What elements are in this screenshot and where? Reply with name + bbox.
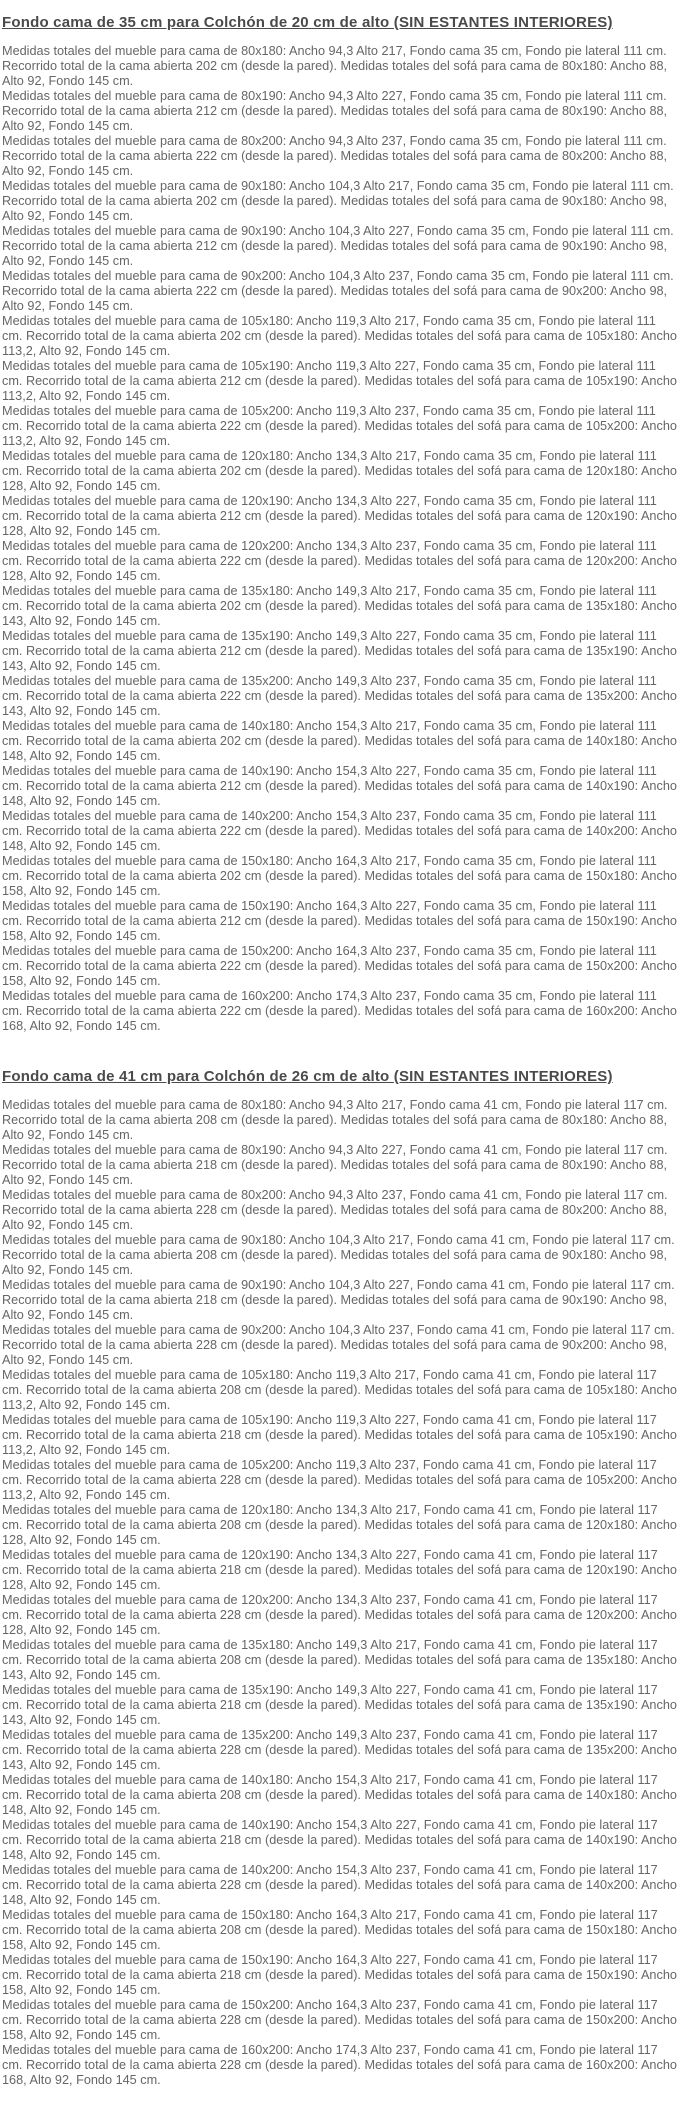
measurement-paragraph: Medidas totales del mueble para cama de 140x200: Ancho 154,3 Alto 237, Fondo cama 41 cm, Fondo pie lateral 117 cm. Recorrido total de la cama abierta 228 cm (desde la pared). Medidas totales del sofá para cama de 140x200: Ancho 148, Alto 92, Fondo 145 cm. — [2, 1863, 677, 1907]
measurement-paragraph: Medidas totales del mueble para cama de 120x190: Ancho 134,3 Alto 227, Fondo cama 35 cm, Fondo pie lateral 111 cm. Recorrido total de la cama abierta 212 cm (desde la pared). Medidas totales del sofá para cama de 120x190: Ancho 128, Alto 92, Fondo 145 cm. — [2, 494, 677, 538]
measurement-paragraph: Medidas totales del mueble para cama de 135x200: Ancho 149,3 Alto 237, Fondo cama 41 cm, Fondo pie lateral 117 cm. Recorrido total de la cama abierta 228 cm (desde la pared). Medidas totales del sofá para cama de 135x200: Ancho 143, Alto 92, Fondo 145 cm. — [2, 1728, 677, 1772]
measurement-paragraph: Medidas totales del mueble para cama de 120x180: Ancho 134,3 Alto 217, Fondo cama 35 cm, Fondo pie lateral 111 cm. Recorrido total de la cama abierta 202 cm (desde la pared). Medidas totales del sofá para cama de 120x180: Ancho 128, Alto 92, Fondo 145 cm. — [2, 449, 677, 493]
measurement-paragraph: Medidas totales del mueble para cama de 120x200: Ancho 134,3 Alto 237, Fondo cama 41 cm, Fondo pie lateral 117 cm. Recorrido total de la cama abierta 228 cm (desde la pared). Medidas totales del sofá para cama de 120x200: Ancho 128, Alto 92, Fondo 145 cm. — [2, 1593, 677, 1637]
measurement-paragraph: Medidas totales del mueble para cama de 135x180: Ancho 149,3 Alto 217, Fondo cama 35 cm, Fondo pie lateral 111 cm. Recorrido total de la cama abierta 202 cm (desde la pared). Medidas totales del sofá para cama de 135x180: Ancho 143, Alto 92, Fondo 145 cm. — [2, 584, 677, 628]
measurement-paragraph: Medidas totales del mueble para cama de 135x200: Ancho 149,3 Alto 237, Fondo cama 35 cm, Fondo pie lateral 111 cm. Recorrido total de la cama abierta 222 cm (desde la pared). Medidas totales del sofá para cama de 135x200: Ancho 143, Alto 92, Fondo 145 cm. — [2, 674, 677, 718]
measurement-paragraph: Medidas totales del mueble para cama de 140x180: Ancho 154,3 Alto 217, Fondo cama 41 cm, Fondo pie lateral 117 cm. Recorrido total de la cama abierta 208 cm (desde la pared). Medidas totales del sofá para cama de 140x180: Ancho 148, Alto 92, Fondo 145 cm. — [2, 1773, 677, 1817]
measurement-paragraph: Medidas totales del mueble para cama de 150x190: Ancho 164,3 Alto 227, Fondo cama 35 cm, Fondo pie lateral 111 cm. Recorrido total de la cama abierta 212 cm (desde la pared). Medidas totales del sofá para cama de 150x190: Ancho 158, Alto 92, Fondo 145 cm. — [2, 899, 677, 943]
measurement-list-fondo-35 — [2, 44, 677, 1034]
section-fondo-41 — [2, 1067, 677, 2088]
measurement-paragraph: Medidas totales del mueble para cama de 140x190: Ancho 154,3 Alto 227, Fondo cama 41 cm, Fondo pie lateral 117 cm. Recorrido total de la cama abierta 218 cm (desde la pared). Medidas totales del sofá para cama de 140x190: Ancho 148, Alto 92, Fondo 145 cm. — [2, 1818, 677, 1862]
measurement-paragraph: Medidas totales del mueble para cama de 150x180: Ancho 164,3 Alto 217, Fondo cama 35 cm, Fondo pie lateral 111 cm. Recorrido total de la cama abierta 202 cm (desde la pared). Medidas totales del sofá para cama de 150x180: Ancho 158, Alto 92, Fondo 145 cm. — [2, 854, 677, 898]
measurement-paragraph: Medidas totales del mueble para cama de 105x190: Ancho 119,3 Alto 227, Fondo cama 35 cm, Fondo pie lateral 111 cm. Recorrido total de la cama abierta 212 cm (desde la pared). Medidas totales del sofá para cama de 105x190: Ancho 113,2, Alto 92, Fondo 145 cm. — [2, 359, 677, 403]
measurement-paragraph: Medidas totales del mueble para cama de 80x200: Ancho 94,3 Alto 237, Fondo cama 41 cm, Fondo pie lateral 117 cm. Recorrido total de la cama abierta 228 cm (desde la pared). Medidas totales del sofá para cama de 80x200: Ancho 88, Alto 92, Fondo 145 cm. — [2, 1188, 668, 1232]
measurement-paragraph: Medidas totales del mueble para cama de 140x190: Ancho 154,3 Alto 227, Fondo cama 35 cm, Fondo pie lateral 111 cm. Recorrido total de la cama abierta 212 cm (desde la pared). Medidas totales del sofá para cama de 140x190: Ancho 148, Alto 92, Fondo 145 cm. — [2, 764, 677, 808]
measurement-paragraph: Medidas totales del mueble para cama de 150x200: Ancho 164,3 Alto 237, Fondo cama 35 cm, Fondo pie lateral 111 cm. Recorrido total de la cama abierta 222 cm (desde la pared). Medidas totales del sofá para cama de 150x200: Ancho 158, Alto 92, Fondo 145 cm. — [2, 944, 677, 988]
section-heading-fondo-41: Fondo cama de 41 cm para Colchón de 26 cm de alto (SIN ESTANTES INTERIORES) — [2, 1068, 613, 1085]
measurement-paragraph: Medidas totales del mueble para cama de 160x200: Ancho 174,3 Alto 237, Fondo cama 35 cm, Fondo pie lateral 111 cm. Recorrido total de la cama abierta 222 cm (desde la pared). Medidas totales del sofá para cama de 160x200: Ancho 168, Alto 92, Fondo 145 cm. — [2, 989, 677, 1033]
measurement-paragraph: Medidas totales del mueble para cama de 120x180: Ancho 134,3 Alto 217, Fondo cama 41 cm, Fondo pie lateral 117 cm. Recorrido total de la cama abierta 208 cm (desde la pared). Medidas totales del sofá para cama de 120x180: Ancho 128, Alto 92, Fondo 145 cm. — [2, 1503, 677, 1547]
measurement-paragraph: Medidas totales del mueble para cama de 160x200: Ancho 174,3 Alto 237, Fondo cama 41 cm, Fondo pie lateral 117 cm. Recorrido total de la cama abierta 228 cm (desde la pared). Medidas totales del sofá para cama de 160x200: Ancho 168, Alto 92, Fondo 145 cm. — [2, 2043, 677, 2087]
measurement-paragraph: Medidas totales del mueble para cama de 80x200: Ancho 94,3 Alto 237, Fondo cama 35 cm, Fondo pie lateral 111 cm. Recorrido total de la cama abierta 222 cm (desde la pared). Medidas totales del sofá para cama de 80x200: Ancho 88, Alto 92, Fondo 145 cm. — [2, 134, 668, 178]
measurement-paragraph: Medidas totales del mueble para cama de 90x200: Ancho 104,3 Alto 237, Fondo cama 35 cm, Fondo pie lateral 111 cm. Recorrido total de la cama abierta 222 cm (desde la pared). Medidas totales del sofá para cama de 90x200: Ancho 98, Alto 92, Fondo 145 cm. — [2, 269, 674, 313]
measurement-paragraph: Medidas totales del mueble para cama de 90x180: Ancho 104,3 Alto 217, Fondo cama 41 cm, Fondo pie lateral 117 cm. Recorrido total de la cama abierta 208 cm (desde la pared). Medidas totales del sofá para cama de 90x180: Ancho 98, Alto 92, Fondo 145 cm. — [2, 1233, 675, 1277]
section-heading-fondo-35: Fondo cama de 35 cm para Colchón de 20 cm de alto (SIN ESTANTES INTERIORES) — [2, 14, 613, 31]
measurement-paragraph: Medidas totales del mueble para cama de 135x190: Ancho 149,3 Alto 227, Fondo cama 35 cm, Fondo pie lateral 111 cm. Recorrido total de la cama abierta 212 cm (desde la pared). Medidas totales del sofá para cama de 135x190: Ancho 143, Alto 92, Fondo 145 cm. — [2, 629, 677, 673]
measurement-paragraph: Medidas totales del mueble para cama de 135x180: Ancho 149,3 Alto 217, Fondo cama 41 cm, Fondo pie lateral 117 cm. Recorrido total de la cama abierta 208 cm (desde la pared). Medidas totales del sofá para cama de 135x180: Ancho 143, Alto 92, Fondo 145 cm. — [2, 1638, 677, 1682]
measurement-paragraph: Medidas totales del mueble para cama de 150x190: Ancho 164,3 Alto 227, Fondo cama 41 cm, Fondo pie lateral 117 cm. Recorrido total de la cama abierta 218 cm (desde la pared). Medidas totales del sofá para cama de 150x190: Ancho 158, Alto 92, Fondo 145 cm. — [2, 1953, 677, 1997]
measurement-paragraph: Medidas totales del mueble para cama de 90x200: Ancho 104,3 Alto 237, Fondo cama 41 cm, Fondo pie lateral 117 cm. Recorrido total de la cama abierta 228 cm (desde la pared). Medidas totales del sofá para cama de 90x200: Ancho 98, Alto 92, Fondo 145 cm. — [2, 1323, 675, 1367]
measurement-paragraph: Medidas totales del mueble para cama de 105x180: Ancho 119,3 Alto 217, Fondo cama 35 cm, Fondo pie lateral 111 cm. Recorrido total de la cama abierta 202 cm (desde la pared). Medidas totales del sofá para cama de 105x180: Ancho 113,2, Alto 92, Fondo 145 cm. — [2, 314, 677, 358]
measurement-paragraph: Medidas totales del mueble para cama de 150x200: Ancho 164,3 Alto 237, Fondo cama 41 cm, Fondo pie lateral 117 cm. Recorrido total de la cama abierta 228 cm (desde la pared). Medidas totales del sofá para cama de 150x200: Ancho 158, Alto 92, Fondo 145 cm. — [2, 1998, 677, 2042]
measurement-paragraph: Medidas totales del mueble para cama de 80x180: Ancho 94,3 Alto 217, Fondo cama 41 cm, Fondo pie lateral 117 cm. Recorrido total de la cama abierta 208 cm (desde la pared). Medidas totales del sofá para cama de 80x180: Ancho 88, Alto 92, Fondo 145 cm. — [2, 1098, 668, 1142]
measurement-paragraph: Medidas totales del mueble para cama de 105x180: Ancho 119,3 Alto 217, Fondo cama 41 cm, Fondo pie lateral 117 cm. Recorrido total de la cama abierta 208 cm (desde la pared). Medidas totales del sofá para cama de 105x180: Ancho 113,2, Alto 92, Fondo 145 cm. — [2, 1368, 677, 1412]
measurement-paragraph: Medidas totales del mueble para cama de 105x190: Ancho 119,3 Alto 227, Fondo cama 41 cm, Fondo pie lateral 117 cm. Recorrido total de la cama abierta 218 cm (desde la pared). Medidas totales del sofá para cama de 105x190: Ancho 113,2, Alto 92, Fondo 145 cm. — [2, 1413, 677, 1457]
measurement-paragraph: Medidas totales del mueble para cama de 140x200: Ancho 154,3 Alto 237, Fondo cama 35 cm, Fondo pie lateral 111 cm. Recorrido total de la cama abierta 222 cm (desde la pared). Medidas totales del sofá para cama de 140x200: Ancho 148, Alto 92, Fondo 145 cm. — [2, 809, 677, 853]
measurement-paragraph: Medidas totales del mueble para cama de 120x200: Ancho 134,3 Alto 237, Fondo cama 35 cm, Fondo pie lateral 111 cm. Recorrido total de la cama abierta 222 cm (desde la pared). Medidas totales del sofá para cama de 120x200: Ancho 128, Alto 92, Fondo 145 cm. — [2, 539, 677, 583]
measurement-list-fondo-41 — [2, 1098, 677, 2088]
measurement-paragraph: Medidas totales del mueble para cama de 90x180: Ancho 104,3 Alto 217, Fondo cama 35 cm, Fondo pie lateral 111 cm. Recorrido total de la cama abierta 202 cm (desde la pared). Medidas totales del sofá para cama de 90x180: Ancho 98, Alto 92, Fondo 145 cm. — [2, 179, 674, 223]
measurement-paragraph: Medidas totales del mueble para cama de 140x180: Ancho 154,3 Alto 217, Fondo cama 35 cm, Fondo pie lateral 111 cm. Recorrido total de la cama abierta 202 cm (desde la pared). Medidas totales del sofá para cama de 140x180: Ancho 148, Alto 92, Fondo 145 cm. — [2, 719, 677, 763]
measurement-paragraph: Medidas totales del mueble para cama de 135x190: Ancho 149,3 Alto 227, Fondo cama 41 cm, Fondo pie lateral 117 cm. Recorrido total de la cama abierta 218 cm (desde la pared). Medidas totales del sofá para cama de 135x190: Ancho 143, Alto 92, Fondo 145 cm. — [2, 1683, 677, 1727]
measurement-paragraph: Medidas totales del mueble para cama de 105x200: Ancho 119,3 Alto 237, Fondo cama 35 cm, Fondo pie lateral 111 cm. Recorrido total de la cama abierta 222 cm (desde la pared). Medidas totales del sofá para cama de 105x200: Ancho 113,2, Alto 92, Fondo 145 cm. — [2, 404, 677, 448]
measurement-paragraph: Medidas totales del mueble para cama de 80x180: Ancho 94,3 Alto 217, Fondo cama 35 cm, Fondo pie lateral 111 cm. Recorrido total de la cama abierta 202 cm (desde la pared). Medidas totales del sofá para cama de 80x180: Ancho 88, Alto 92, Fondo 145 cm. — [2, 44, 668, 88]
measurement-paragraph: Medidas totales del mueble para cama de 120x190: Ancho 134,3 Alto 227, Fondo cama 41 cm, Fondo pie lateral 117 cm. Recorrido total de la cama abierta 218 cm (desde la pared). Medidas totales del sofá para cama de 120x190: Ancho 128, Alto 92, Fondo 145 cm. — [2, 1548, 677, 1592]
measurement-paragraph: Medidas totales del mueble para cama de 90x190: Ancho 104,3 Alto 227, Fondo cama 35 cm, Fondo pie lateral 111 cm. Recorrido total de la cama abierta 212 cm (desde la pared). Medidas totales del sofá para cama de 90x190: Ancho 98, Alto 92, Fondo 145 cm. — [2, 224, 674, 268]
measurement-paragraph: Medidas totales del mueble para cama de 80x190: Ancho 94,3 Alto 227, Fondo cama 35 cm, Fondo pie lateral 111 cm. Recorrido total de la cama abierta 212 cm (desde la pared). Medidas totales del sofá para cama de 80x190: Ancho 88, Alto 92, Fondo 145 cm. — [2, 89, 668, 133]
section-fondo-35 — [2, 13, 677, 1034]
measurement-paragraph: Medidas totales del mueble para cama de 80x190: Ancho 94,3 Alto 227, Fondo cama 41 cm, Fondo pie lateral 117 cm. Recorrido total de la cama abierta 218 cm (desde la pared). Medidas totales del sofá para cama de 80x190: Ancho 88, Alto 92, Fondo 145 cm. — [2, 1143, 668, 1187]
measurement-paragraph: Medidas totales del mueble para cama de 90x190: Ancho 104,3 Alto 227, Fondo cama 41 cm, Fondo pie lateral 117 cm. Recorrido total de la cama abierta 218 cm (desde la pared). Medidas totales del sofá para cama de 90x190: Ancho 98, Alto 92, Fondo 145 cm. — [2, 1278, 675, 1322]
measurement-paragraph: Medidas totales del mueble para cama de 150x180: Ancho 164,3 Alto 217, Fondo cama 41 cm, Fondo pie lateral 117 cm. Recorrido total de la cama abierta 208 cm (desde la pared). Medidas totales del sofá para cama de 150x180: Ancho 158, Alto 92, Fondo 145 cm. — [2, 1908, 677, 1952]
measurement-paragraph: Medidas totales del mueble para cama de 105x200: Ancho 119,3 Alto 237, Fondo cama 41 cm, Fondo pie lateral 117 cm. Recorrido total de la cama abierta 228 cm (desde la pared). Medidas totales del sofá para cama de 105x200: Ancho 113,2, Alto 92, Fondo 145 cm. — [2, 1458, 677, 1502]
